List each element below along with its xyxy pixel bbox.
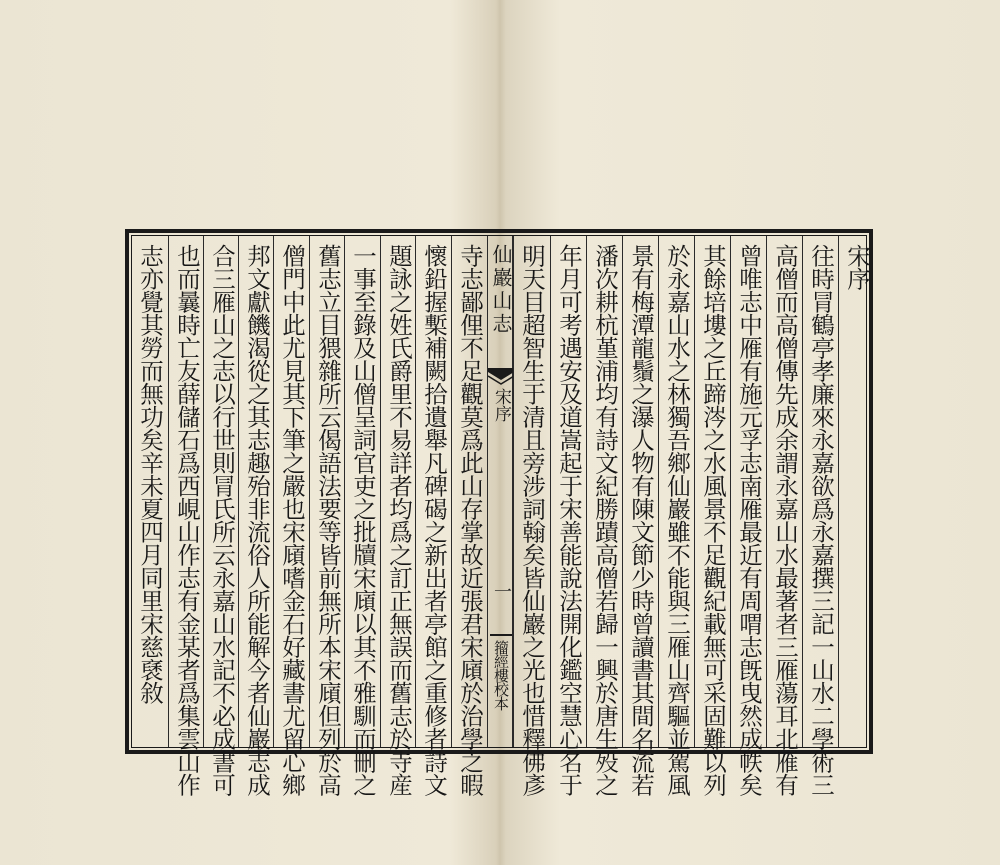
fishtail-mark-icon xyxy=(488,368,514,386)
column-text: 邦文獻饑渴從之其志趣殆非流俗人所能解今者仙巖志成 xyxy=(243,244,271,796)
left-page-column-5 xyxy=(309,236,344,796)
right-page-column-5 xyxy=(694,236,730,796)
right-page-column-1 xyxy=(838,236,874,747)
column-text: 其餘培塿之丘蹄涔之水風景不足觀紀載無可采固難以列 xyxy=(699,244,727,796)
column-text: 志亦覺其勞而無功矣辛未夏四月同里宋慈褎敘 xyxy=(136,244,164,704)
column-text: 潘次耕杭堇浦均有詩文紀勝蹟高僧若歸一興於唐生殁之 xyxy=(591,244,619,796)
column-text: 題詠之姓氏爵里不易詳者均爲之訂正無誤而舊志於寺産 xyxy=(385,244,413,796)
left-page-column-3 xyxy=(380,236,415,796)
column-text: 懷鉛握槧補闕拾遺舉凡碑碣之新出者亭館之重修者詩文 xyxy=(420,244,448,796)
book-title: 仙巖山志 xyxy=(489,244,513,336)
column-text: 寺志鄙俚不足觀莫爲此山存掌故近張君宋廎於治學之暇 xyxy=(456,244,484,796)
column-text: 於永嘉山水之林獨吾鄉仙巖雖不能與三雁山齊驅並駕風 xyxy=(663,244,691,796)
right-page-column-3 xyxy=(766,236,802,796)
left-page-column-9 xyxy=(168,236,203,796)
left-page-column-4 xyxy=(344,236,380,796)
center-fold-column xyxy=(487,236,513,747)
right-page-column-4 xyxy=(730,236,766,796)
printed-block-frame xyxy=(125,229,873,796)
column-text: 年月可考遇安及道嵩起于宋善能說法開化鑑空慧心名于 xyxy=(555,244,583,796)
column-text: 高僧而高僧傳先成余謂永嘉山水最著者三雁蕩耳北雁有 xyxy=(771,244,799,796)
left-page-column-10 xyxy=(132,236,168,747)
column-text: 宋序 xyxy=(843,244,871,290)
right-page-column-8 xyxy=(586,236,622,796)
column-text: 僧門中此尤見其下筆之嚴也宋廎嗜金石好藏書尤留心鄉 xyxy=(278,244,306,796)
column-text: 一事至錄及山僧呈詞官吏之批牘宋廎以其不雅馴而刪之 xyxy=(349,244,377,796)
column-text: 明天目超智生于清且旁涉詞翰矣皆仙巖之光也惜釋佛彥 xyxy=(518,244,546,796)
right-page-column-10 xyxy=(513,236,550,796)
divider-rule xyxy=(490,634,512,636)
right-page-column-2 xyxy=(802,236,838,796)
right-page-column-7 xyxy=(622,236,658,796)
left-page-column-8 xyxy=(203,236,238,796)
left-page-column-7 xyxy=(238,236,273,796)
section-name: 宋序 xyxy=(491,388,511,422)
column-text: 往時冐鶴亭孝廉來永嘉欲爲永嘉撰三記一山水二學術三 xyxy=(807,244,835,796)
column-text: 曾唯志中雁有施元孚志南雁最近有周喟志旣曳然成帙矣 xyxy=(735,244,763,796)
left-page-column-2 xyxy=(415,236,451,796)
left-page-column-1 xyxy=(451,236,487,796)
column-text: 合三雁山之志以行世則冐氏所云永嘉山水記不必成書可 xyxy=(208,244,236,796)
page-number: 一 xyxy=(491,582,512,600)
inner-frame xyxy=(131,235,871,796)
column-text: 舊志立目猥雜所云偈語法要等皆前無所本宋廎但列於高 xyxy=(314,244,342,796)
right-page-column-6 xyxy=(658,236,694,796)
left-page-column-6 xyxy=(273,236,309,796)
column-text: 景有梅潭龍鬚之瀑人物有陳文節少時曾讀書其間名流若 xyxy=(627,244,655,796)
right-page-column-9 xyxy=(550,236,586,796)
column-text: 也而曩時亡友薛儲石爲西峴山作志有金某者爲集雲山作 xyxy=(173,244,201,796)
edition-name: 籀經樓校本 xyxy=(492,640,510,710)
